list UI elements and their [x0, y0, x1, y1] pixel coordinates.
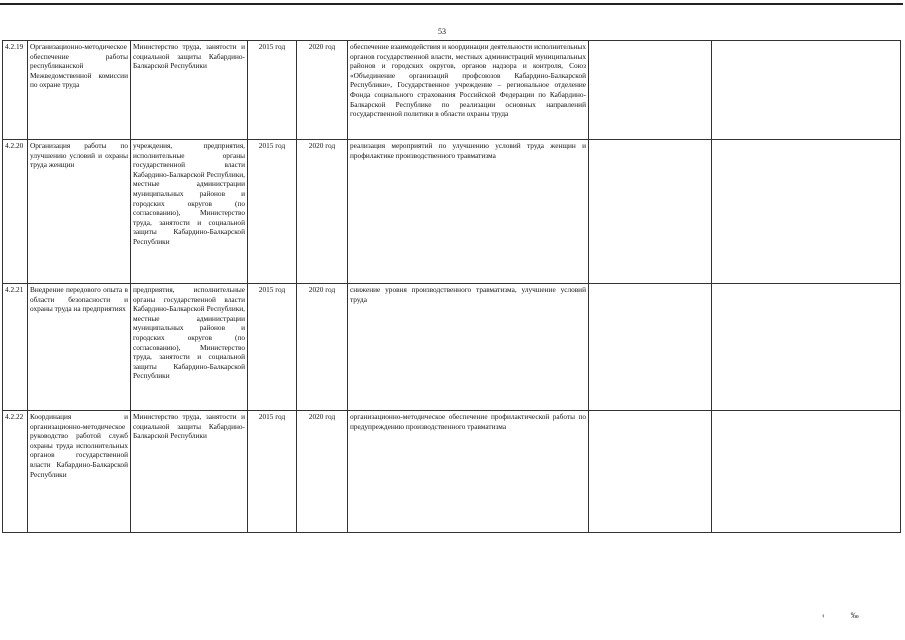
measure-expected-result: реализация мероприятий по улучшению условий труда женщин и профилактике производственного травматизма	[348, 140, 589, 284]
page-number: 53	[438, 27, 446, 36]
row-number: 4.2.19	[3, 41, 28, 140]
measure-executor: предприятия, исполнительные органы государственной власти Кабардино-Балкарской Республики, местные администрации муниципальных районов и городских округов (по согласованию), Министерство труда, занятости и социальной защиты Кабардино-Балкарской Республики	[131, 284, 248, 411]
measure-executor: Министерство труда, занятости и социальной защиты Кабардино-Балкарской Республики	[131, 41, 248, 140]
row-number: 4.2.20	[3, 140, 28, 284]
table-row	[3, 411, 901, 533]
measure-executor: Министерство труда, занятости и социальной защиты Кабардино-Балкарской Республики	[131, 411, 248, 533]
measure-executor: учреждения, предприятия, исполнительные органы государственной власти Кабардино-Балкарской Республики, местные администрации муниципальных районов и городских округов (по согласованию), Министерство труда, занятости и социальной защиты Кабардино-Балкарской Республики	[131, 140, 248, 284]
empty-cell	[589, 411, 712, 533]
footer-mark: ‰	[850, 611, 860, 620]
measure-end-year: 2020 год	[297, 411, 348, 533]
empty-cell	[712, 140, 901, 284]
measure-expected-result: снижение уровня производственного травматизма, улучшение условий труда	[348, 284, 589, 411]
empty-cell	[589, 284, 712, 411]
measure-expected-result: организационно-методическое обеспечение профилактической работы по предупреждению производственного травматизма	[348, 411, 589, 533]
measure-start-year: 2015 год	[248, 284, 297, 411]
measure-start-year: 2015 год	[248, 140, 297, 284]
empty-cell	[712, 411, 901, 533]
measure-end-year: 2020 год	[297, 284, 348, 411]
table-row	[3, 41, 901, 140]
row-number: 4.2.22	[3, 411, 28, 533]
measure-name: Координация и организационно-методическое руководство работой служб охраны труда исполнительных органов государственной власти Кабардино-Балкарской Республики	[28, 411, 131, 533]
measure-start-year: 2015 год	[248, 411, 297, 533]
measure-end-year: 2020 год	[297, 140, 348, 284]
footer-marks	[822, 611, 860, 620]
measure-name: Внедрение передового опыта в области безопасности и охраны труда на предприятиях	[28, 284, 131, 411]
measure-end-year: 2020 год	[297, 41, 348, 140]
empty-cell	[712, 284, 901, 411]
page-top-rule	[0, 3, 903, 5]
measures-table	[2, 40, 901, 533]
measure-start-year: 2015 год	[248, 41, 297, 140]
empty-cell	[712, 41, 901, 140]
measure-name: Организация работы по улучшению условий и охраны труда женщин	[28, 140, 131, 284]
measure-name: Организационно-методическое обеспечение работы республиканской Межведомственной комиссии по охране труда	[28, 41, 131, 140]
empty-cell	[589, 140, 712, 284]
measure-expected-result: обеспечение взаимодействия и координации деятельности исполнительных органов государственной власти, местных администраций муниципальных районов и городских округов, органов надзора и контроля, Союз «Объединение организаций профсоюзов Кабардино-Балкарской Республики», Государственное учреждение – региональное отделение Фонда социального страхования Российской Федерации по Кабардино-Балкарской Республике по реализации основных направлений государственной политики в области охраны труда	[348, 41, 589, 140]
table-row	[3, 140, 901, 284]
footer-mark: ‹	[822, 611, 826, 620]
row-number: 4.2.21	[3, 284, 28, 411]
table-row	[3, 284, 901, 411]
empty-cell	[589, 41, 712, 140]
